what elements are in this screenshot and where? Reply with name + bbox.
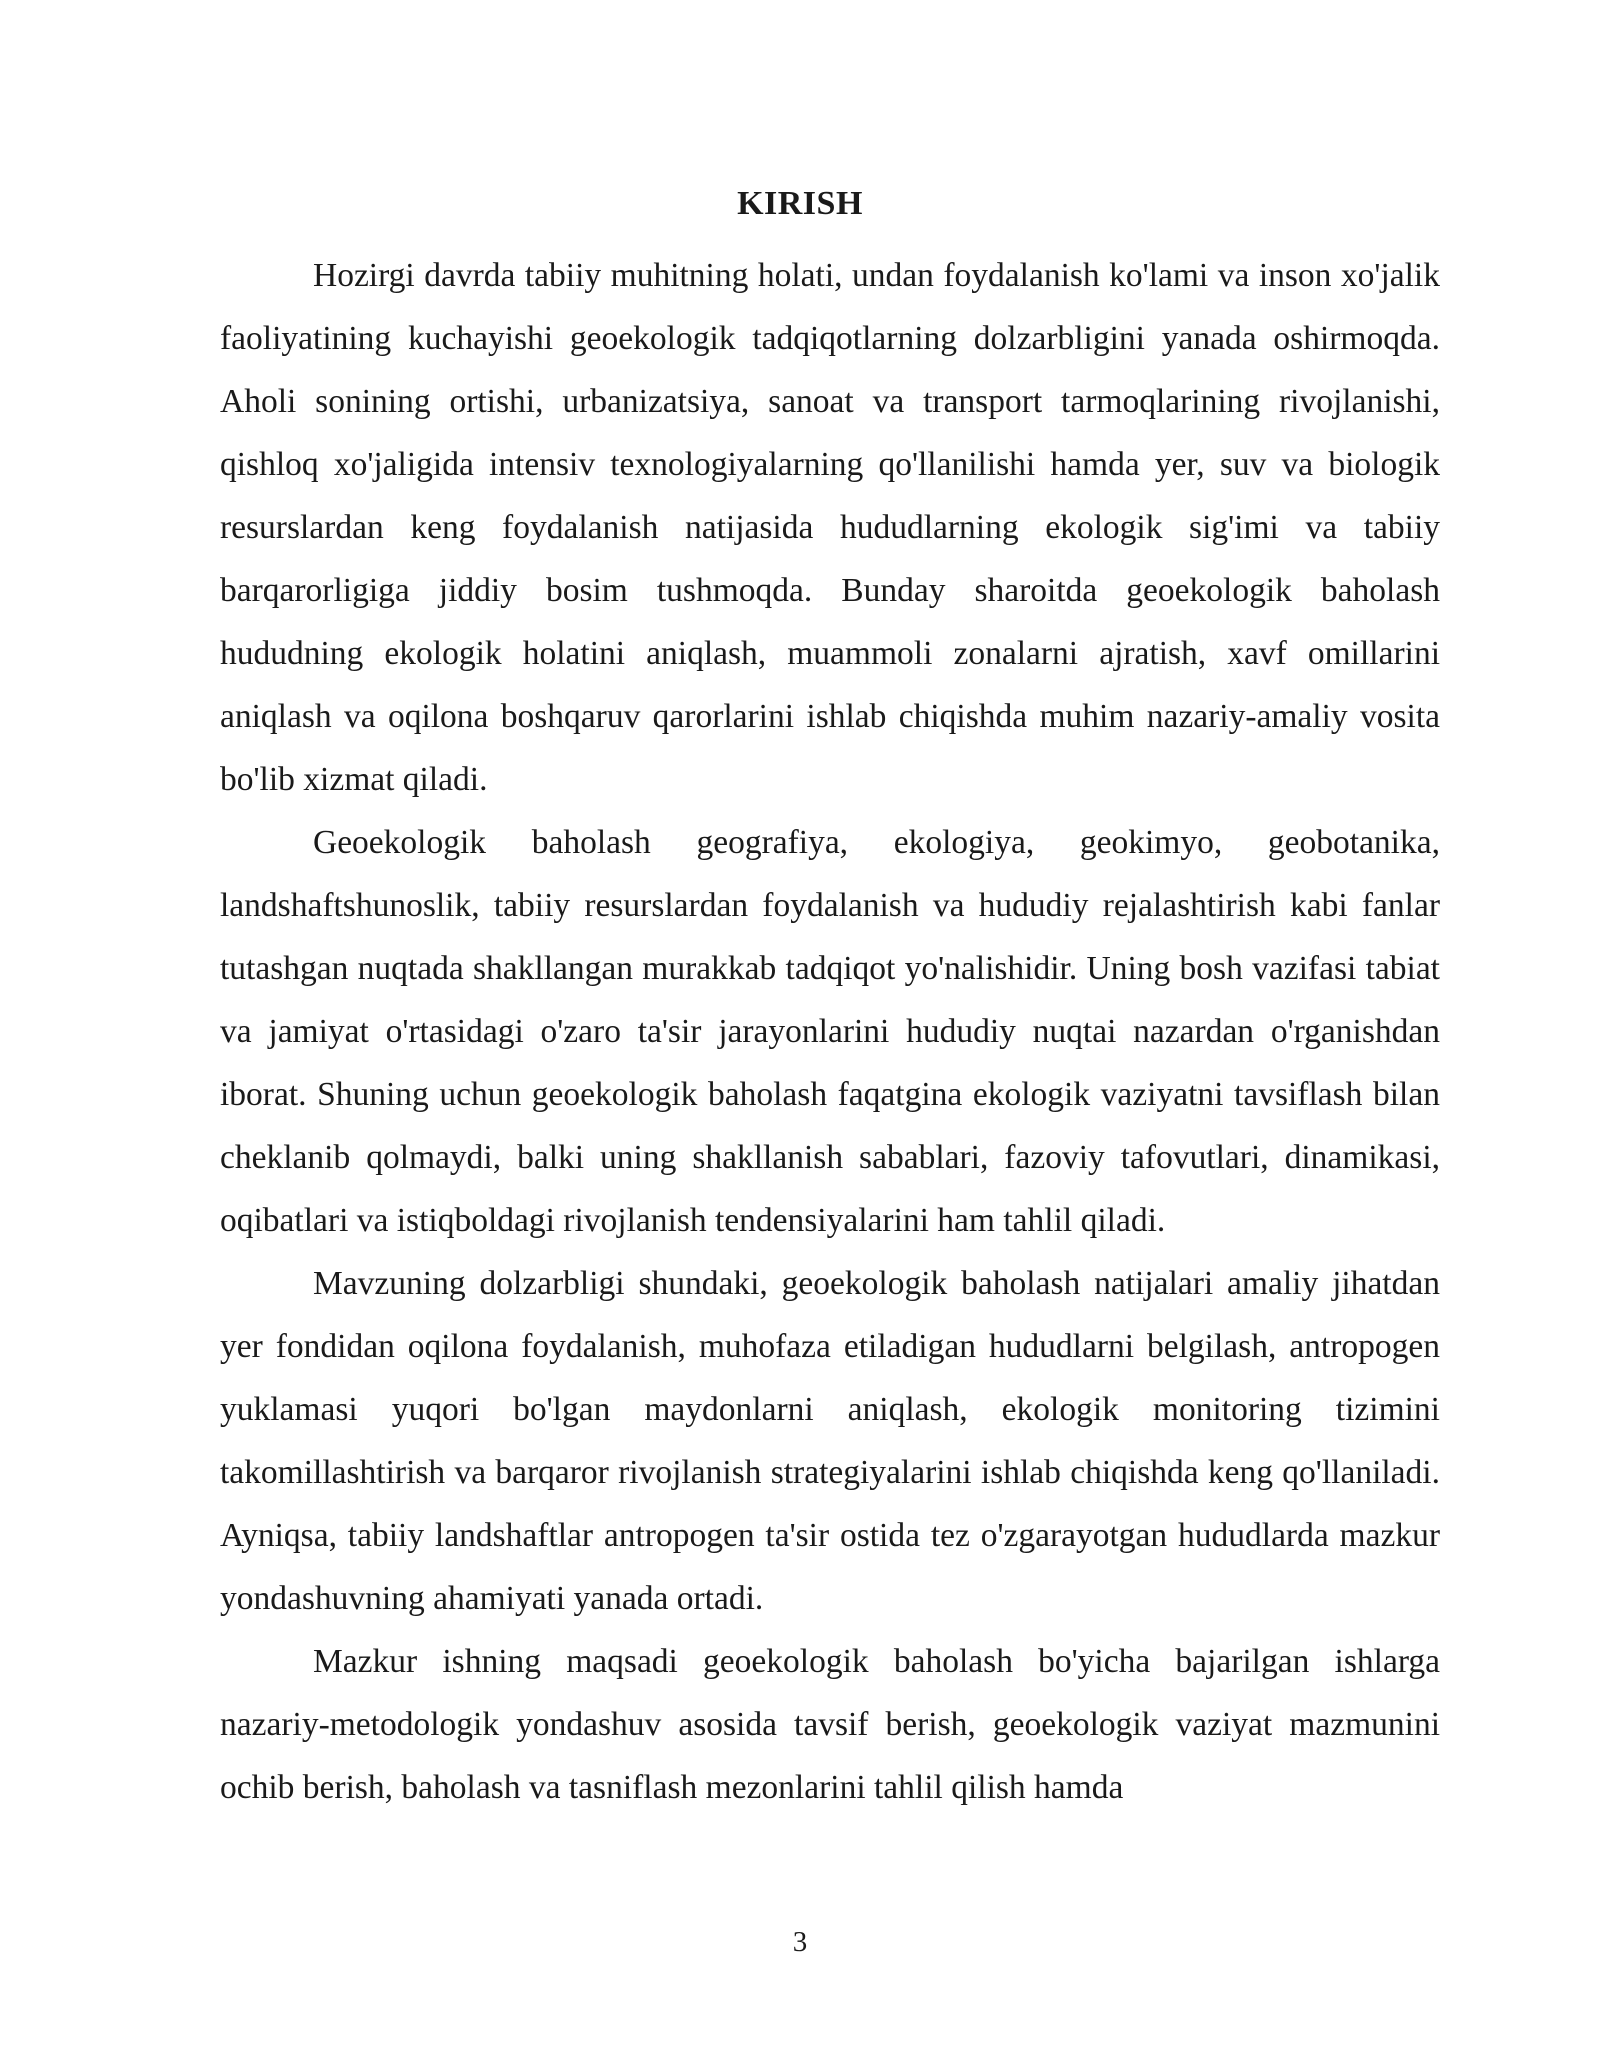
page-number: 3 xyxy=(792,1926,808,1958)
section-heading: KIRISH xyxy=(737,185,863,222)
body-text xyxy=(220,244,1440,1819)
paragraph-2: Geoekologik baholash geografiya, ekologiya, geokimyo, geobotanika, landshaftshunoslik, tabiiy resurslardan foydalanish va hududiy rejalashtirish kabi fanlar tutashgan nuqtada shakllangan murakkab tadqiqot yo'nalishidir. Uning bosh vazifasi tabiat va jamiyat o'rtasidagi o'zaro ta'sir jarayonlarini hududiy nuqtai nazardan o'rganishdan iborat. Shuning uchun geoekologik baholash faqatgina ekologik vaziyatni tavsiflash bilan cheklanib qolmaydi, balki uning shakllanish sabablari, fazoviy tafovutlari, dinamikasi, oqibatlari va istiqboldagi rivojlanish tendensiyalarini ham tahlil qiladi. xyxy=(220,824,1440,1239)
paragraph-3: Mavzuning dolzarbligi shundaki, geoekologik baholash natijalari amaliy jihatdan yer fondidan oqilona foydalanish, muhofaza etiladigan hududlarni belgilash, antropogen yuklamasi yuqori bo'lgan maydonlarni aniqlash, ekologik monitoring tizimini takomillashtirish va barqaror rivojlanish strategiyalarini ishlab chiqishda keng qo'llaniladi. Ayniqsa, tabiiy landshaftlar antropogen ta'sir ostida tez o'zgarayotgan hududlarda mazkur yondashuvning ahamiyati yanada ortadi. xyxy=(220,1265,1440,1617)
paragraph-4: Mazkur ishning maqsadi geoekologik baholash bo'yicha bajarilgan ishlarga nazariy-metodologik yondashuv asosida tavsif berish, geoekologik vaziyat mazmunini ochib berish, baholash va tasniflash mezonlarini tahlil qilish hamda xyxy=(220,1643,1440,1806)
paragraph-1: Hozirgi davrda tabiiy muhitning holati, undan foydalanish ko'lami va inson xo'jalik faoliyatining kuchayishi geoekologik tadqiqotlarning dolzarbligini yanada oshirmoqda. Aholi sonining ortishi, urbanizatsiya, sanoat va transport tarmoqlarining rivojlanishi, qishloq xo'jaligida intensiv texnologiyalarning qo'llanilishi hamda yer, suv va biologik resurslardan keng foydalanish natijasida hududlarning ekologik sig'imi va tabiiy barqarorligiga jiddiy bosim tushmoqda. Bunday sharoitda geoekologik baholash hududning ekologik holatini aniqlash, muammoli zonalarni ajratish, xavf omillarini aniqlash va oqilona boshqaruv qarorlarini ishlab chiqishda muhim nazariy-amaliy vosita bo'lib xizmat qiladi. xyxy=(220,257,1440,798)
